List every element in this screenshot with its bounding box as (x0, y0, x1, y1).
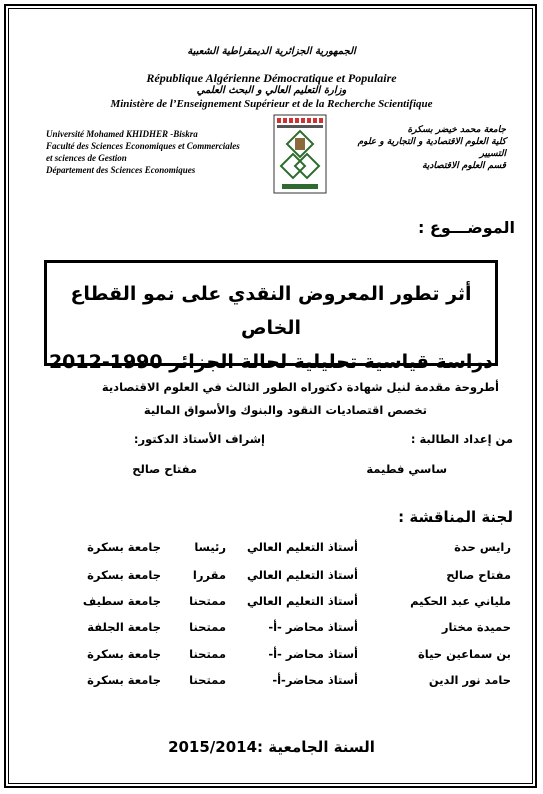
member-name: رايس حدة (454, 540, 511, 554)
member-rank: أستاذ التعليم العالي (246, 540, 358, 554)
member-name: حامد نور الدين (428, 673, 511, 687)
member-rank: أستاذ التعليم العالي (246, 568, 358, 582)
university-ar-block-text (356, 124, 506, 172)
ministry-ar: وزارة التعليم العالي و البحث العلمي (196, 85, 347, 96)
prepared-by-label: من إعداد الطالبة : (410, 432, 513, 446)
member-role: مقررا (192, 568, 226, 582)
committee-row (0, 673, 543, 693)
member-rank: أستاذ التعليم العالي (246, 594, 358, 608)
supervisor-name: مفتاح صالح (132, 462, 197, 476)
university-fr-line2: Faculté des Sciences Economiques et Commerciales (46, 141, 240, 151)
committee-row (0, 647, 543, 667)
member-rank: أستاذ محاضر -أ- (268, 647, 358, 661)
academic-year: السنة الجامعية :2015/2014 (168, 738, 375, 756)
committee-label: لجنة المناقشة : (398, 508, 513, 526)
member-name: ملياني عبد الحكيم (410, 594, 511, 608)
university-ar-line2: كلية العلوم الاقتصادية و التجارية و علوم (357, 137, 506, 147)
member-university: جامعة الجلفة (87, 620, 161, 634)
republic-fr: République Algérienne Démocratique et Populaire (146, 71, 397, 85)
committee-row (0, 568, 543, 588)
committee-row (0, 620, 543, 640)
member-university: جامعة بسكرة (87, 673, 161, 687)
member-name: حميدة مختار (441, 620, 511, 634)
thesis-title-line1: أثر تطور المعروض النقدي على نمو القطاع الخاص (70, 283, 472, 339)
university-fr-line4: Département des Sciences Economiques (46, 165, 196, 175)
university-logo (273, 114, 327, 194)
member-name: بن سماعين حياة (418, 647, 511, 661)
member-university: جامعة بسكرة (87, 568, 161, 582)
thesis-description: أطروحة مقدمة لنيل شهادة دكتوراه الطور الثالث في العلوم الاقتصادية (101, 380, 499, 394)
member-university: جامعة بسكرة (87, 647, 161, 661)
member-rank: أستاذ محاضر-أ- (272, 673, 358, 687)
member-university: جامعة سطيف (82, 594, 161, 608)
supervisor-label: إشراف الأستاذ الدكتور: (133, 432, 265, 446)
member-role: ممتحنا (189, 673, 226, 687)
member-role: رئيسا (194, 540, 226, 554)
republic-ar: الجمهورية الجزائرية الديمقراطية الشعبية (187, 46, 356, 57)
university-fr-line3: et sciences de Gestion (46, 153, 127, 163)
member-role: ممتحنا (189, 594, 226, 608)
subject-label: الموضـــوع : (417, 218, 515, 237)
member-university: جامعة بسكرة (87, 540, 161, 554)
university-ar-line3: التسيير (479, 149, 506, 159)
member-role: ممتحنا (189, 647, 226, 661)
thesis-title-line2: دراسة قياسية تحليلية لحالة الجزائر 1990-2012 (48, 351, 494, 373)
university-fr-line1: Université Mohamed KHIDHER -Biskra (46, 129, 198, 139)
member-rank: أستاذ محاضر -أ- (268, 620, 358, 634)
committee-row (0, 594, 543, 614)
university-ar-line1: جامعة محمد خيضر بسكرة (407, 125, 506, 135)
student-name: ساسي فطيمة (366, 462, 447, 476)
university-ar-line4: قسم العلوم الاقتصادية (422, 161, 506, 171)
committee-row (0, 540, 543, 560)
thesis-title-box (44, 260, 498, 373)
ministry-fr: Ministère de l’Enseignement Supérieur et de la Recherche Scientifique (110, 98, 433, 110)
member-role: ممتحنا (189, 620, 226, 634)
member-name: مفتاح صالح (446, 568, 511, 582)
university-fr-block (46, 128, 240, 176)
specialty-line: تخصص اقتصاديات النقود والبنوك والأسواق المالية (143, 403, 427, 417)
